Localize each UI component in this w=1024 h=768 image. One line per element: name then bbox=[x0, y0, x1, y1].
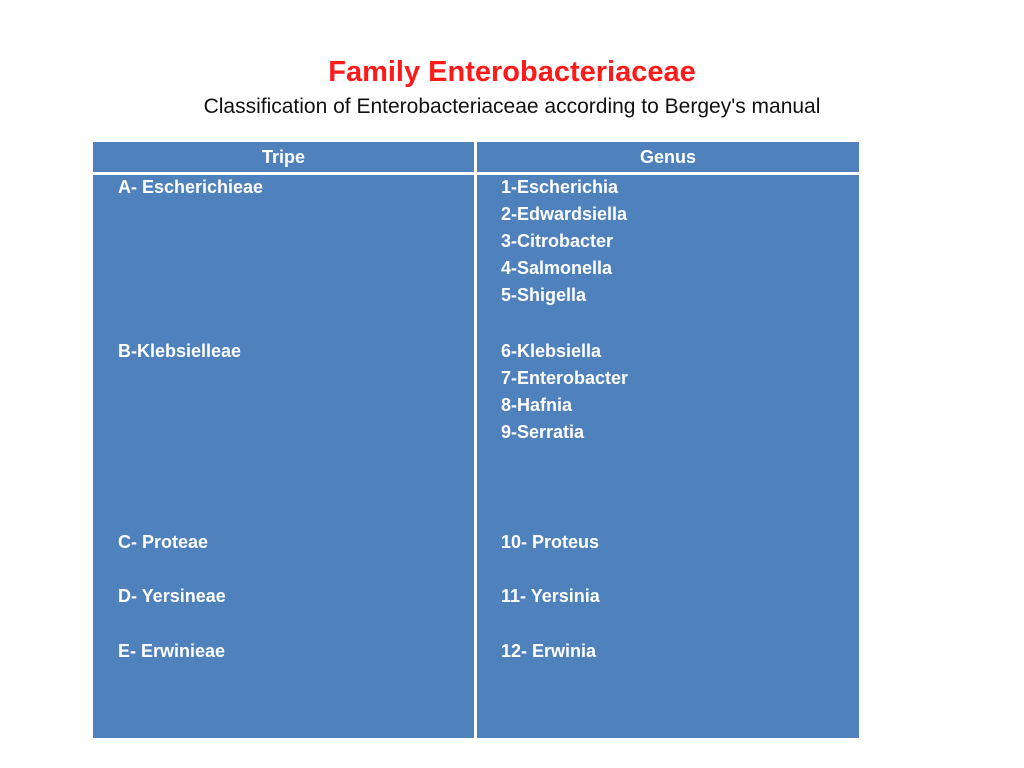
tribe-d: D- Yersineae bbox=[118, 586, 226, 606]
header-genus: Genus bbox=[639, 147, 696, 167]
genus-11: 11- Yersinia bbox=[501, 586, 600, 606]
genus-4: 4-Salmonella bbox=[501, 258, 613, 278]
genus-3: 3-Citrobacter bbox=[501, 231, 614, 251]
page-title: Family Enterobacteriaceae bbox=[328, 56, 696, 88]
tribe-e: E- Erwinieae bbox=[118, 641, 226, 661]
genus-2: 2-Edwardsiella bbox=[501, 204, 628, 224]
header-tribe: Tripe bbox=[261, 147, 305, 167]
genus-12: 12- Erwinia bbox=[501, 641, 597, 661]
genus-9: 9-Serratia bbox=[501, 422, 585, 442]
genus-10: 10- Proteus bbox=[501, 532, 600, 552]
classification-table bbox=[93, 142, 859, 738]
genus-7: 7-Enterobacter bbox=[501, 368, 629, 388]
page-subtitle: Classification of Enterobacteriaceae according to Bergey's manual bbox=[203, 95, 821, 118]
tribe-b: B-Klebsielleae bbox=[118, 341, 242, 361]
genus-6: 6-Klebsiella bbox=[501, 341, 602, 361]
genus-8: 8-Hafnia bbox=[501, 395, 573, 415]
column-divider bbox=[474, 142, 477, 738]
tribe-c: C- Proteae bbox=[118, 532, 209, 552]
genus-5: 5-Shigella bbox=[501, 285, 587, 305]
tribe-a: A- Escherichieae bbox=[118, 177, 264, 197]
genus-1: 1-Escherichia bbox=[501, 177, 619, 197]
